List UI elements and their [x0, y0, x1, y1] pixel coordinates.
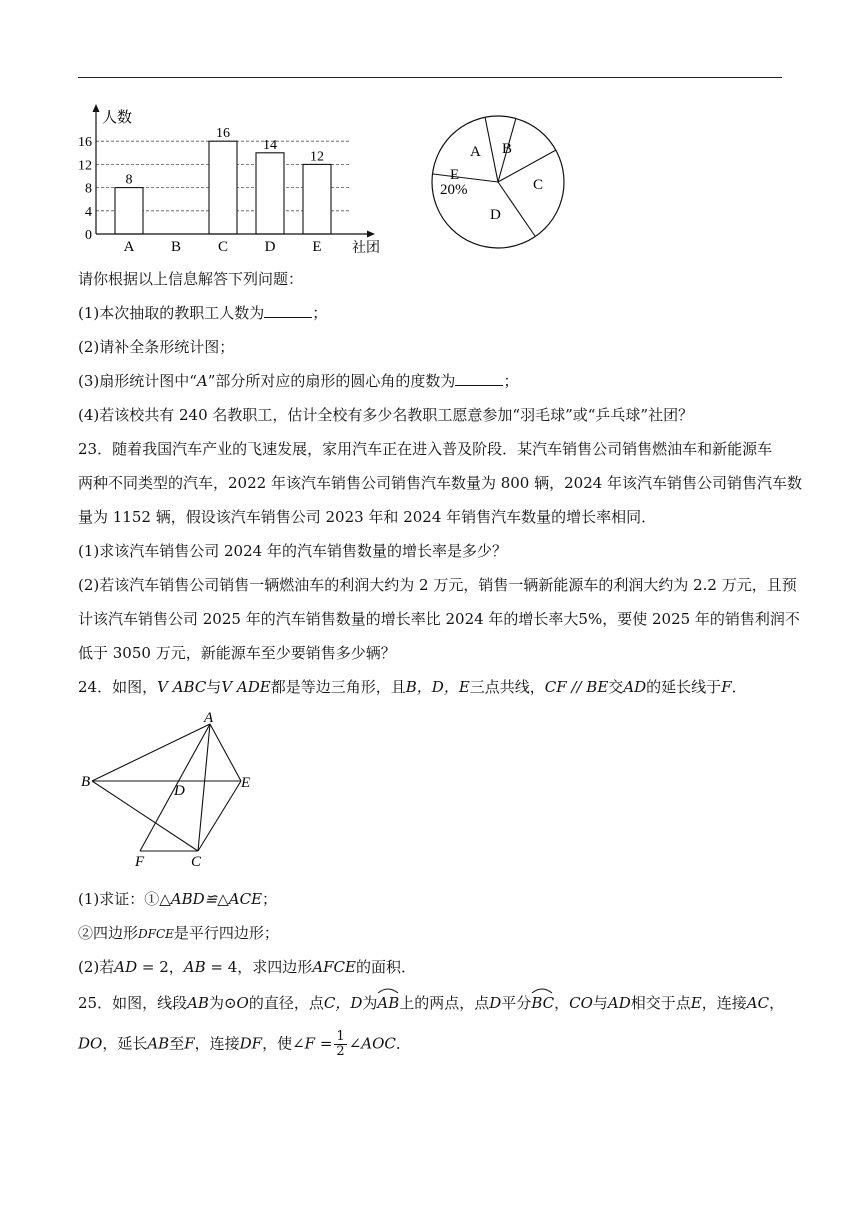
y-tick-label: 16: [78, 135, 92, 151]
problem-24-q1: (1)求证：①△ABD≌△ACE；: [78, 890, 278, 908]
problem-24-q1-part2: ②四边形DFCE是平行四边形；: [78, 924, 279, 942]
bar-c: [209, 141, 237, 234]
pie-slice-percent-e: 20%: [440, 182, 468, 198]
problem-23-line-2: 两种不同类型的汽车，2022 年该汽车销售公司销售汽车数量为 800 辆，2024 年该汽车销售公司销售汽车数: [78, 474, 803, 492]
geometry-figure: [78, 710, 278, 870]
bar-chart: [78, 100, 398, 260]
problem-23-line-3: 量为 1152 辆，假设该汽车销售公司 2023 年和 2024 年销售汽车数量的增长率相同．: [78, 508, 657, 526]
problem-23-q1: (1)求该汽车销售公司 2024 年的汽车销售数量的增长率是多少？: [78, 542, 507, 560]
pie-slice-label-c: C: [533, 177, 544, 193]
problem-25-line-1: 25．如图，线段AB为⊙O的直径，点C，D为 AB上的两点，点D平分 BC，CO与AD相交于点E，连接AC，: [78, 993, 784, 1013]
bar-e: [303, 164, 331, 234]
segment-ab: [92, 724, 210, 781]
answer-blank[interactable]: [264, 303, 312, 318]
y-tick-label: 8: [85, 181, 92, 197]
answer-blank[interactable]: [455, 371, 503, 386]
arc-icon: [377, 986, 399, 994]
fraction-one-half: $\frac{1}{2}$: [336, 1029, 345, 1059]
x-tick-label-a: A: [123, 239, 135, 255]
point-label-a: A: [204, 710, 214, 726]
x-tick-label-e: E: [312, 239, 322, 255]
pie-slice-label-b: B: [502, 141, 513, 157]
pie-divider: [498, 182, 535, 236]
pie-divider: [485, 117, 498, 182]
y-tick-label: 0: [85, 228, 92, 243]
point-label-f: F: [135, 854, 145, 870]
question-3: (3)扇形统计图中“A”部分所对应的扇形的圆心角的度数为 ；: [78, 372, 519, 390]
question-2: (2)请补全条形统计图；: [78, 338, 235, 356]
instruction-line: 请你根据以上信息解答下列问题：: [78, 270, 304, 288]
problem-23-q2-line-3: 低于 3050 万元，新能源车至少要销售多少辆？: [78, 644, 396, 662]
problem-23-q2-line-2: 计该汽车销售公司 2025 年的汽车销售数量的增长率比 2024 年的增长率大5%，要使 2025 年的销售利润不: [78, 610, 800, 628]
data-label-e: 12: [310, 149, 324, 165]
x-tick-label-c: C: [217, 239, 229, 255]
point-label-e: E: [241, 775, 251, 791]
point-label-d: D: [174, 783, 185, 799]
arc-bc: BC: [531, 993, 554, 1013]
point-label-c: C: [191, 854, 202, 870]
point-label-b: B: [81, 774, 91, 790]
header-rule: [78, 77, 782, 78]
pie-divider: [433, 174, 498, 182]
segment-ce: [198, 781, 241, 851]
problem-24-statement: 24．如图，V ABC与V ADE都是等边三角形，且B，D，E三点共线，CF // BE交AD的延长线于F．: [78, 678, 747, 696]
y-axis-label: 人数: [102, 110, 133, 126]
x-tick-label-b: B: [170, 239, 182, 255]
arc-ab: AB: [377, 993, 399, 1013]
problem-24-q2: (2)若AD = 2，AB = 4，求四边形AFCE的面积．: [78, 958, 416, 976]
y-tick-label: 12: [78, 158, 92, 174]
arc-icon: [531, 986, 553, 994]
question-4: (4)若该校共有 240 名教职工，估计全校有多少名教职工愿意参加“羽毛球”或“乒乓球”社团？: [78, 406, 694, 424]
segment-ae: [210, 724, 241, 781]
pie-slice-label-d: D: [490, 207, 501, 223]
x-tick-label-d: D: [264, 239, 276, 255]
question-1: (1)本次抽取的教职工人数为 ；: [78, 304, 328, 322]
problem-25-line-2: DO，延长AB至F，连接DF，使∠F = $\frac{1}{2}$ ∠AOC．: [78, 1029, 411, 1059]
pie-chart: [430, 112, 570, 252]
x-axis-label: 社团: [352, 241, 380, 256]
bar-a: [115, 188, 143, 234]
problem-23-q2-line-1: (2)若该汽车销售公司销售一辆燃油车的利润大约为 2 万元，销售一辆新能源车的利润大约为 2.2 万元，且预: [78, 576, 797, 594]
x-axis-arrow: [367, 231, 375, 238]
data-label-a: 8: [125, 172, 133, 188]
data-label-d: 14: [263, 137, 277, 153]
data-label-c: 16: [216, 126, 230, 142]
y-tick-label: 4: [85, 204, 92, 220]
problem-23-line-1: 23．随着我国汽车产业的飞速发展，家用汽车正在进入普及阶段．某汽车销售公司销售燃油车和新能源车: [78, 440, 773, 458]
pie-slice-label-e: E: [450, 167, 460, 183]
pie-slice-label-a: A: [470, 144, 481, 160]
bar-d: [256, 153, 284, 234]
y-axis-arrow: [93, 104, 100, 112]
